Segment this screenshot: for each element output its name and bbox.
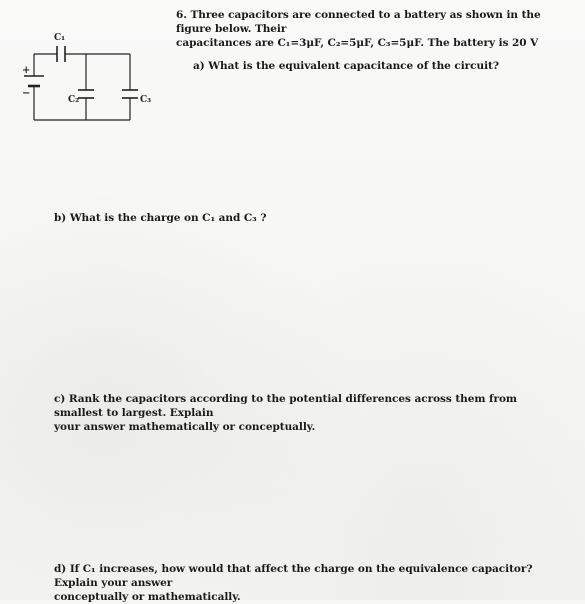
- problem-statement: [176, 8, 571, 50]
- circuit-diagram: [22, 28, 172, 128]
- capacitor-c3: [122, 90, 138, 98]
- question-c: [54, 392, 554, 434]
- capacitor-c2: [78, 90, 94, 98]
- problem-line-2: capacitances are C₁=3μF, C₂=5μF, C₃=5μF. The battery is 20 V: [176, 37, 539, 49]
- battery-positive-label: +: [22, 65, 31, 76]
- label-c1: C₁: [54, 33, 66, 43]
- problem-line-1: 6. Three capacitors are connected to a battery as shown in the figure below. Their: [176, 9, 541, 35]
- question-a: [193, 59, 553, 73]
- question-a-text: a) What is the equivalent capacitance of the circuit?: [193, 60, 499, 72]
- question-c-line-1: c) Rank the capacitors according to the potential differences across them from smallest to largest. Explain: [54, 393, 517, 419]
- label-c3: C₃: [140, 95, 152, 105]
- battery-negative-label: −: [22, 88, 31, 99]
- battery-symbol: [24, 76, 44, 86]
- question-d-line-1: d) If C₁ increases, how would that affect the charge on the equivalence capacitor? Explain your answer: [54, 563, 533, 589]
- question-d-line-2: conceptually or mathematically.: [54, 591, 241, 603]
- question-c-line-2: your answer mathematically or conceptually.: [54, 421, 316, 433]
- label-c2: C₂: [68, 95, 80, 105]
- capacitor-c1: [57, 46, 65, 62]
- question-b-text: b) What is the charge on C₁ and C₃ ?: [54, 212, 267, 224]
- question-d: [54, 562, 564, 604]
- question-b: [54, 211, 384, 225]
